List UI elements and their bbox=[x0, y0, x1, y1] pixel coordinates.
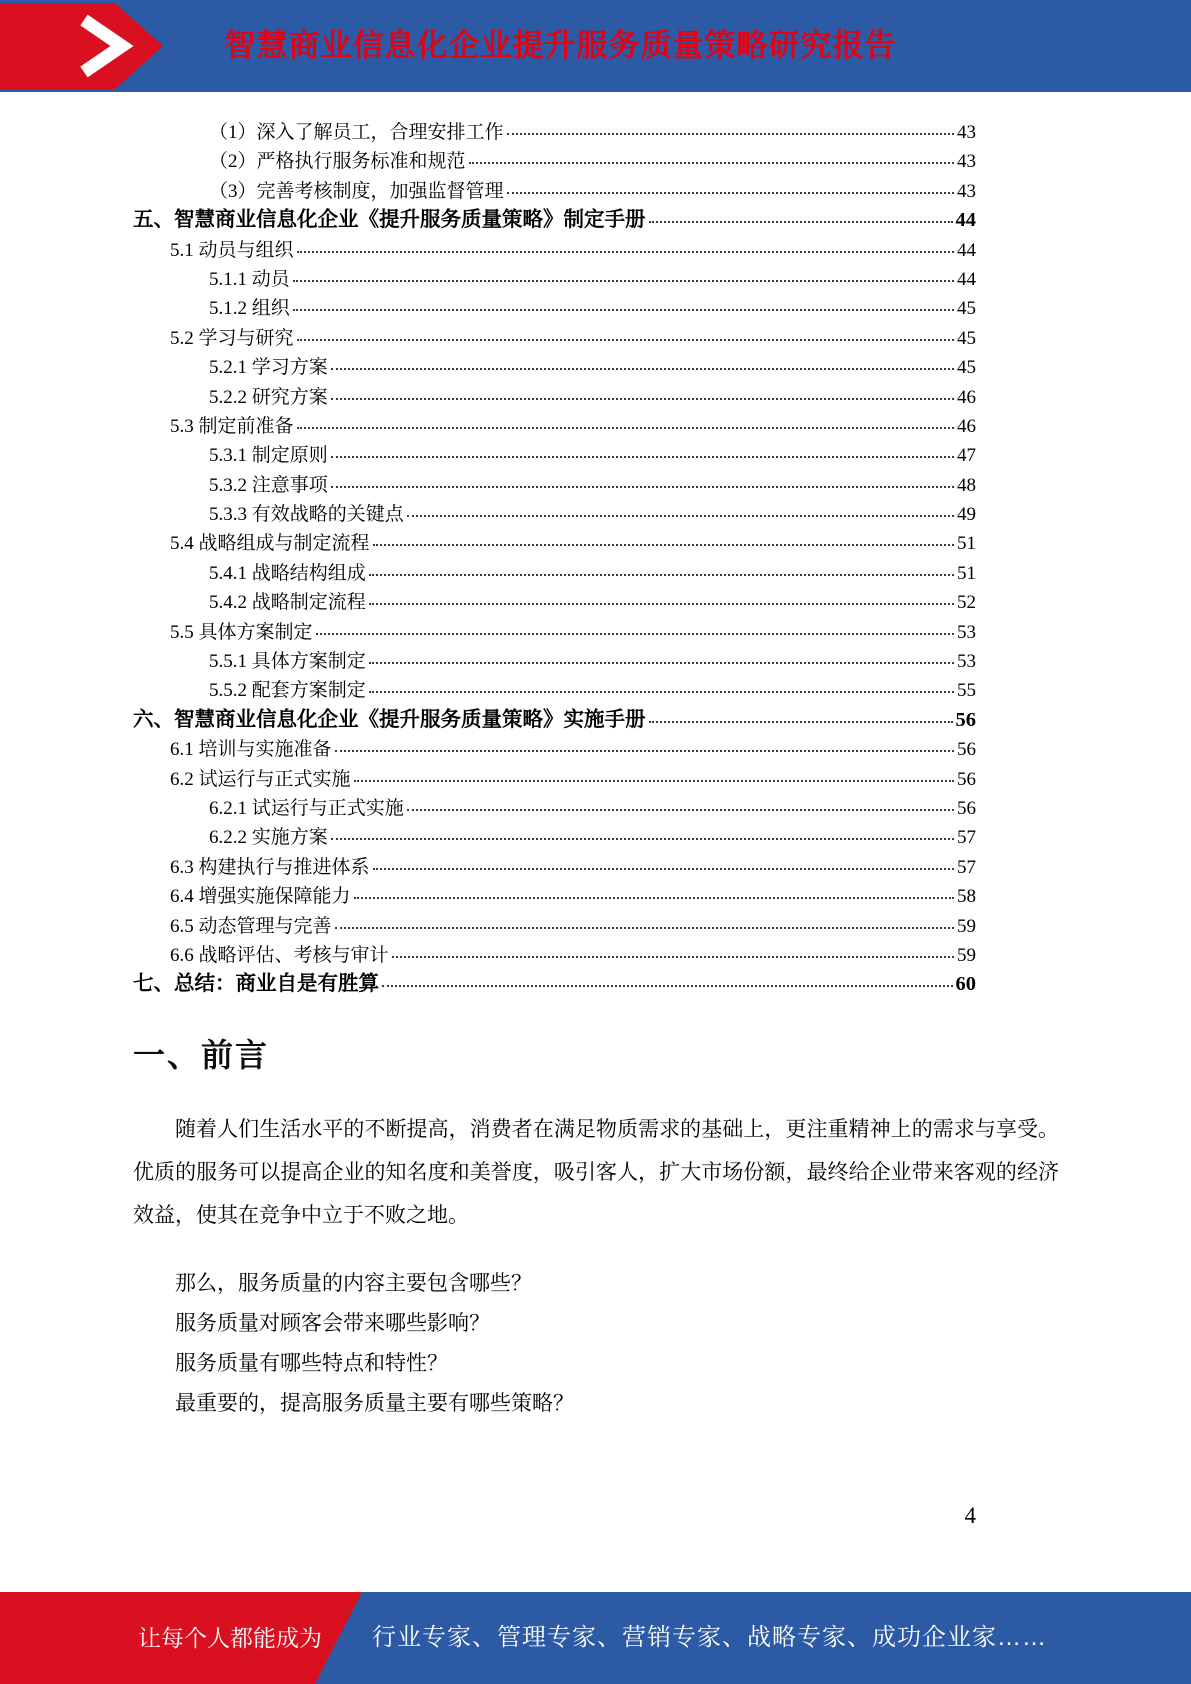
toc-entry[interactable] bbox=[133, 412, 976, 441]
toc-entry[interactable] bbox=[133, 206, 976, 235]
toc-entry[interactable] bbox=[133, 794, 976, 823]
toc-entry-page: 57 bbox=[957, 856, 976, 878]
toc-entry[interactable] bbox=[133, 441, 976, 470]
toc-dot-leader bbox=[331, 456, 954, 458]
toc-dot-leader bbox=[331, 368, 954, 370]
question-line: 服务质量有哪些特点和特性？ bbox=[175, 1351, 448, 1375]
toc-dot-leader bbox=[369, 662, 954, 664]
toc-dot-leader bbox=[373, 544, 954, 546]
toc-entry-page: 45 bbox=[957, 357, 976, 379]
toc-entry-page: 45 bbox=[957, 298, 976, 320]
toc-entry-page: 56 bbox=[957, 768, 976, 790]
toc-entry-label: 6.2 试运行与正式实施 bbox=[170, 768, 351, 790]
question-list bbox=[133, 1263, 1059, 1423]
toc-entry-page: 59 bbox=[957, 915, 976, 937]
toc-entry-label: 6.1 培训与实施准备 bbox=[170, 739, 332, 761]
page-number: 4 bbox=[964, 1503, 976, 1528]
toc-entry-label: 6.3 构建执行与推进体系 bbox=[170, 856, 370, 878]
toc-entry-page: 53 bbox=[957, 651, 976, 673]
toc-entry[interactable] bbox=[133, 853, 976, 882]
toc-entry-label: 5.2 学习与研究 bbox=[170, 327, 294, 349]
toc-entry-label: （2）严格执行服务标准和规范 bbox=[209, 151, 466, 173]
report-title: 智慧商业信息化企业提升服务质量策略研究报告 bbox=[224, 28, 897, 63]
toc-dot-leader bbox=[335, 750, 954, 752]
toc-entry[interactable] bbox=[133, 882, 976, 911]
toc-entry[interactable] bbox=[133, 559, 976, 588]
toc-entry[interactable] bbox=[133, 177, 976, 206]
body-text-block bbox=[133, 1108, 1059, 1423]
toc-entry-label: 6.6 战略评估、考核与审计 bbox=[170, 944, 389, 966]
toc-entry[interactable] bbox=[133, 970, 976, 999]
toc-entry-page: 51 bbox=[957, 562, 976, 584]
toc-entry-page: 43 bbox=[957, 180, 976, 202]
toc-entry-page: 52 bbox=[957, 592, 976, 614]
toc-entry-page: 53 bbox=[957, 621, 976, 643]
toc-entry-page: 59 bbox=[957, 944, 976, 966]
footer-slogan: 让每个人都能成为 bbox=[138, 1625, 322, 1651]
toc-entry-label: 5.3.1 制定原则 bbox=[209, 445, 328, 467]
question-line: 那么，服务质量的内容主要包含哪些？ bbox=[175, 1271, 532, 1295]
toc-dot-leader bbox=[369, 691, 954, 693]
toc-entry-label: 6.2.1 试运行与正式实施 bbox=[209, 797, 404, 819]
toc-entry[interactable] bbox=[133, 588, 976, 617]
toc-entry-page: 43 bbox=[957, 151, 976, 173]
toc-entry-page: 44 bbox=[955, 209, 976, 232]
toc-dot-leader bbox=[369, 574, 954, 576]
toc-entry-label: 5.1 动员与组织 bbox=[170, 239, 294, 261]
toc-entry-page: 56 bbox=[957, 739, 976, 761]
toc-dot-leader bbox=[407, 515, 954, 517]
toc-entry-label: 5.2.2 研究方案 bbox=[209, 386, 328, 408]
toc-entry-page: 47 bbox=[957, 445, 976, 467]
toc-entry-page: 57 bbox=[957, 827, 976, 849]
toc-entry-page: 58 bbox=[957, 886, 976, 908]
toc-entry-label: 5.5.2 配套方案制定 bbox=[209, 680, 366, 702]
toc-entry-label: 七、总结：商业自是有胜算 bbox=[133, 973, 379, 996]
toc-entry-label: 5.5 具体方案制定 bbox=[170, 621, 313, 643]
toc-dot-leader bbox=[407, 809, 954, 811]
toc-dot-leader bbox=[354, 780, 954, 782]
toc-dot-leader bbox=[392, 956, 954, 958]
toc-entry-label: （1）深入了解员工，合理安排工作 bbox=[209, 122, 504, 143]
toc-entry-label: 5.2.1 学习方案 bbox=[209, 357, 328, 379]
toc-entry[interactable] bbox=[133, 471, 976, 500]
toc-entry-label: 5.3.2 注意事项 bbox=[209, 474, 328, 496]
report-header-banner bbox=[0, 0, 1191, 92]
toc-entry[interactable] bbox=[133, 676, 976, 705]
toc-entry-page: 46 bbox=[957, 386, 976, 408]
toc-dot-leader bbox=[507, 192, 954, 194]
section-heading-preface: 一、前言 bbox=[133, 1037, 270, 1073]
toc-dot-leader bbox=[297, 427, 954, 429]
toc-entry[interactable] bbox=[133, 147, 976, 176]
toc-dot-leader bbox=[507, 133, 954, 135]
toc-entry-label: 5.1.1 动员 bbox=[209, 268, 290, 290]
footer-banner bbox=[0, 1592, 1191, 1684]
toc-dot-leader bbox=[469, 162, 954, 164]
question-line: 服务质量对顾客会带来哪些影响？ bbox=[175, 1311, 490, 1335]
toc-entry-page: 60 bbox=[955, 973, 976, 996]
toc-dot-leader bbox=[331, 398, 954, 400]
toc-entry[interactable] bbox=[133, 324, 976, 353]
toc-dot-leader bbox=[369, 603, 954, 605]
toc-entry[interactable] bbox=[133, 353, 976, 382]
toc-entry-page: 56 bbox=[955, 708, 976, 731]
footer-expert-list: 行业专家、管理专家、营销专家、战略专家、成功企业家…… bbox=[372, 1624, 1047, 1651]
toc-entry-label: 5.1.2 组织 bbox=[209, 298, 290, 320]
toc-entry[interactable] bbox=[133, 529, 976, 558]
toc-dot-leader bbox=[331, 838, 954, 840]
toc-entry-page: 43 bbox=[957, 122, 976, 143]
toc-entry-page: 46 bbox=[957, 415, 976, 437]
toc-dot-leader bbox=[297, 339, 954, 341]
toc-dot-leader bbox=[293, 280, 954, 282]
toc-entry[interactable] bbox=[133, 647, 976, 676]
toc-entry[interactable] bbox=[133, 912, 976, 941]
toc-entry-page: 44 bbox=[957, 268, 976, 290]
toc-entry-page: 56 bbox=[957, 797, 976, 819]
toc-entry-page: 48 bbox=[957, 474, 976, 496]
toc-entry-label: 5.5.1 具体方案制定 bbox=[209, 651, 366, 673]
toc-entry-label: （3）完善考核制度，加强监督管理 bbox=[209, 180, 504, 202]
toc-entry-label: 5.4.2 战略制定流程 bbox=[209, 592, 366, 614]
toc-dot-leader bbox=[297, 251, 954, 253]
toc-dot-leader bbox=[649, 721, 953, 723]
toc-dot-leader bbox=[382, 985, 953, 987]
toc-entry-page: 51 bbox=[957, 533, 976, 555]
toc-entry-label: 6.4 增强实施保障能力 bbox=[170, 886, 351, 908]
intro-paragraph: 随着人们生活水平的不断提高，消费者在满足物质需求的基础上，更注重精神上的需求与享受。优质的服务可以提高企业的知名度和美誉度，吸引客人，扩大市场份额，最终给企业带来客观的经济效益，使其在竞争中立于不败之地。 bbox=[133, 1117, 1059, 1227]
toc-entry-page: 45 bbox=[957, 327, 976, 349]
toc-dot-leader bbox=[331, 486, 954, 488]
toc-entry-page: 49 bbox=[957, 504, 976, 526]
toc-dot-leader bbox=[354, 897, 954, 899]
toc-entry[interactable] bbox=[133, 706, 976, 735]
toc-entry-label: 5.4 战略组成与制定流程 bbox=[170, 533, 370, 555]
toc-entry[interactable] bbox=[133, 265, 976, 294]
toc-entry[interactable] bbox=[133, 383, 976, 412]
toc-entry-label: 六、智慧商业信息化企业《提升服务质量策略》实施手册 bbox=[133, 708, 646, 731]
toc-entry[interactable] bbox=[133, 941, 976, 970]
toc-entry[interactable] bbox=[133, 823, 976, 852]
toc-entry-label: 五、智慧商业信息化企业《提升服务质量策略》制定手册 bbox=[133, 209, 646, 232]
toc-dot-leader bbox=[335, 927, 954, 929]
toc-dot-leader bbox=[293, 309, 954, 311]
toc-entry-page: 55 bbox=[957, 680, 976, 702]
toc-entry[interactable] bbox=[133, 236, 976, 265]
toc-dot-leader bbox=[316, 633, 954, 635]
toc-entry-label: 5.4.1 战略结构组成 bbox=[209, 562, 366, 584]
toc-dot-leader bbox=[373, 868, 954, 870]
toc-entry[interactable] bbox=[133, 618, 976, 647]
toc-dot-leader bbox=[649, 221, 953, 223]
toc-entry-label: 5.3 制定前准备 bbox=[170, 415, 294, 437]
table-of-contents bbox=[133, 118, 976, 1000]
toc-entry-label: 6.2.2 实施方案 bbox=[209, 827, 328, 849]
toc-entry-page: 44 bbox=[957, 239, 976, 261]
toc-entry[interactable] bbox=[133, 294, 976, 323]
toc-entry[interactable] bbox=[133, 765, 976, 794]
toc-entry[interactable] bbox=[133, 500, 976, 529]
toc-entry[interactable] bbox=[133, 118, 976, 147]
toc-entry-label: 5.3.3 有效战略的关键点 bbox=[209, 504, 404, 526]
toc-entry[interactable] bbox=[133, 735, 976, 764]
toc-entry-label: 6.5 动态管理与完善 bbox=[170, 915, 332, 937]
header-arrow-decoration bbox=[0, 0, 175, 92]
question-line: 最重要的，提高服务质量主要有哪些策略？ bbox=[175, 1391, 574, 1415]
